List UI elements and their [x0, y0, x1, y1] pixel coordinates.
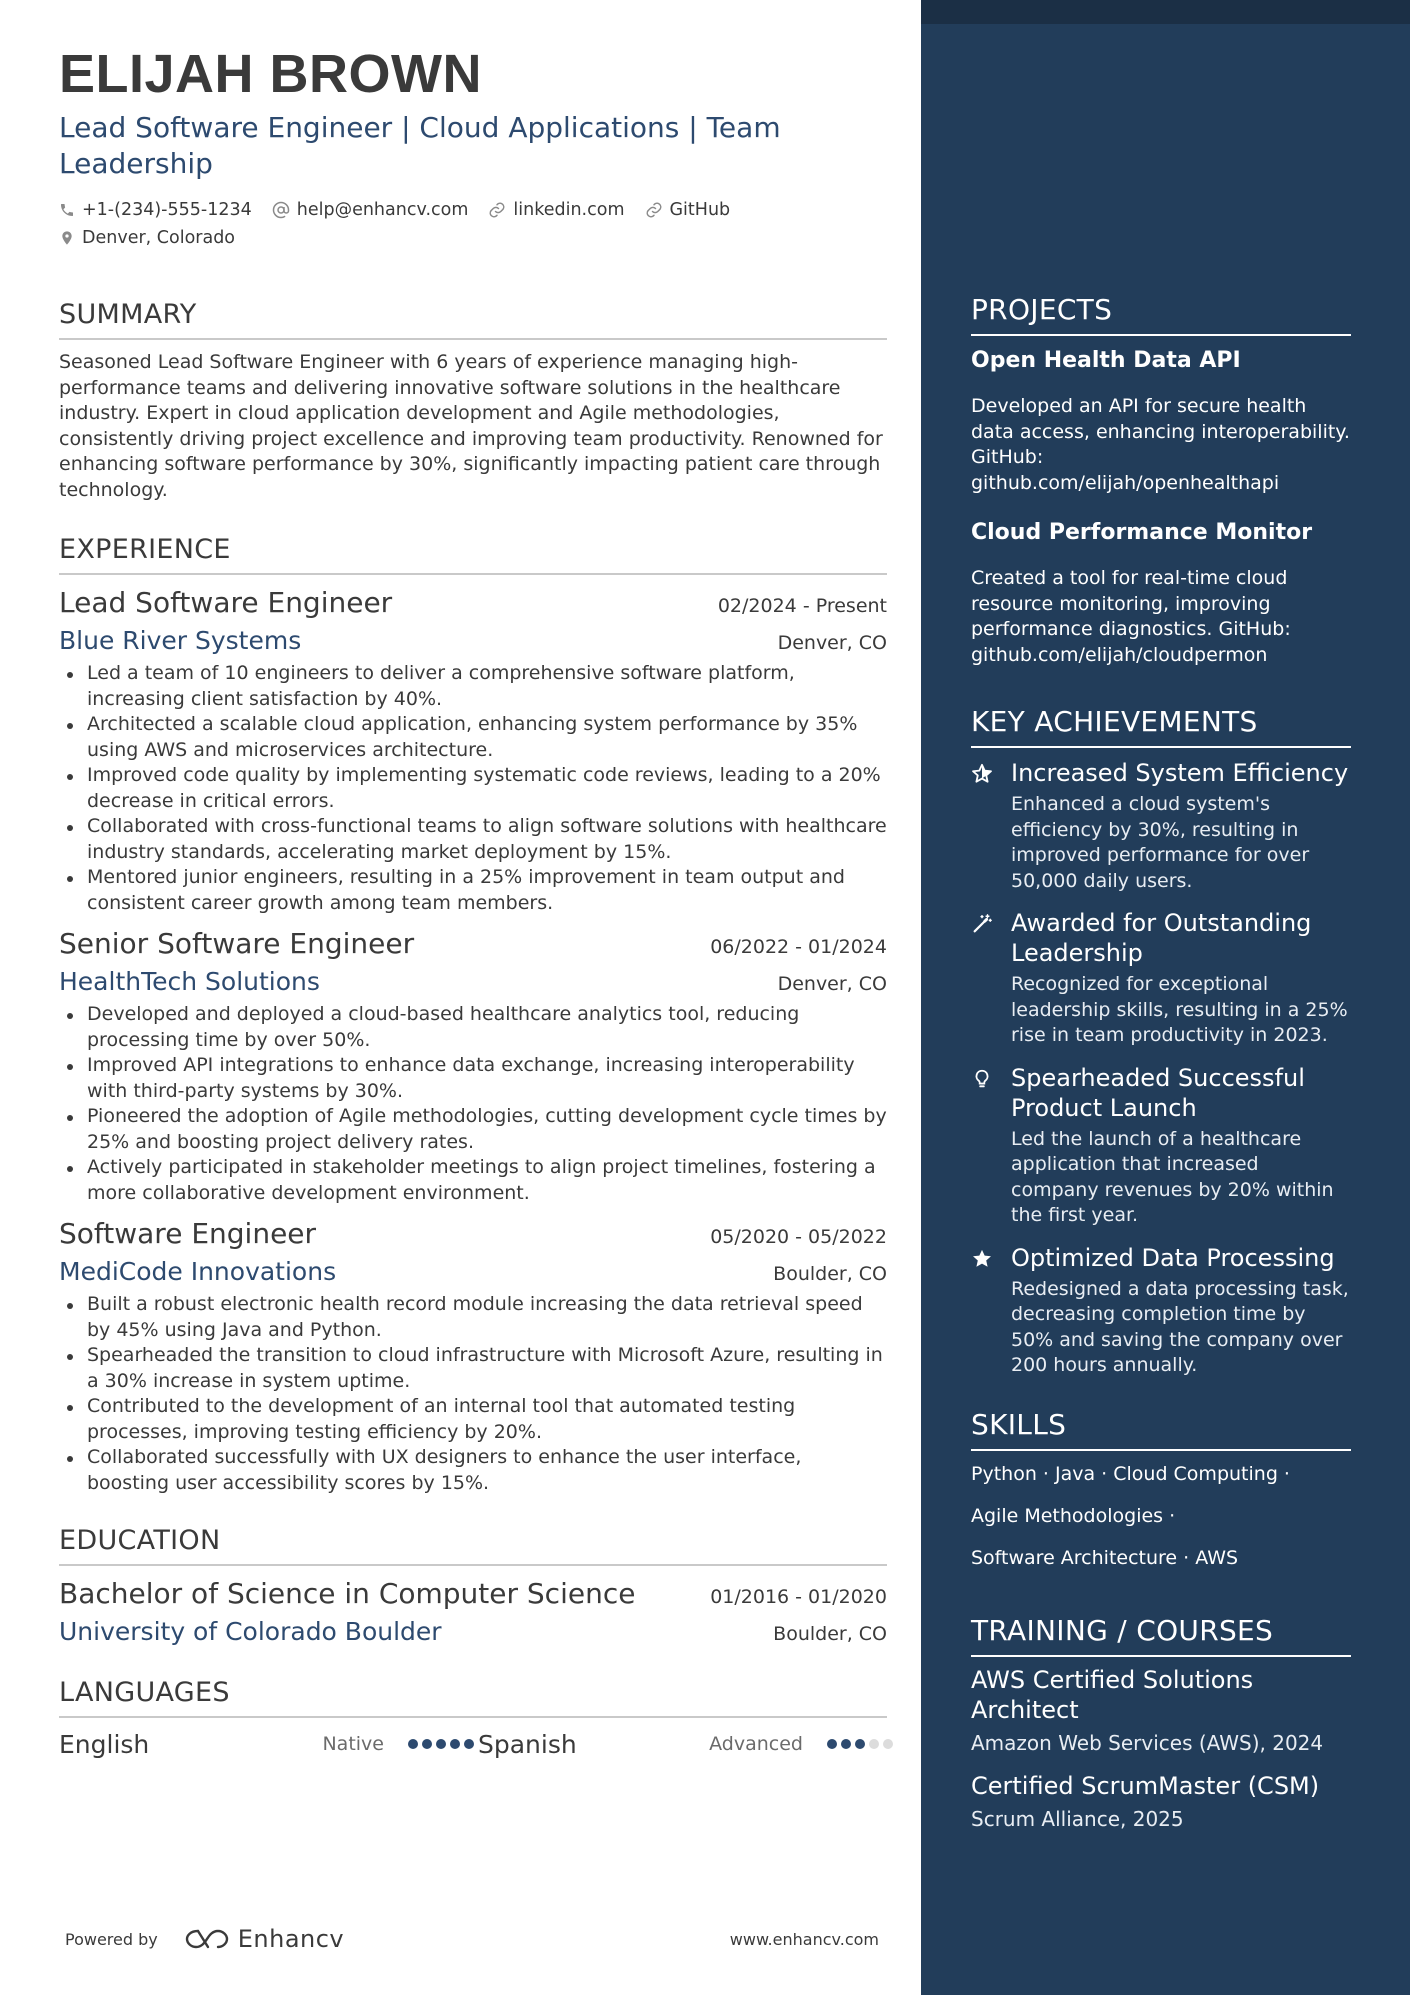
job-bullets: [59, 1002, 887, 1206]
star-outline-icon: [971, 763, 993, 785]
project-item: [971, 346, 1351, 496]
achievement-item: [971, 758, 1351, 894]
rating-dot: [464, 1739, 474, 1749]
skills-section: [971, 1407, 1351, 1579]
job-title: Senior Software Engineer: [59, 927, 415, 960]
bullet-item: Led a team of 10 engineers to deliver a comprehensive software platform, increasing client satisfaction by 40%.: [59, 661, 887, 712]
job-dates: 05/2020 - 05/2022: [710, 1226, 887, 1248]
summary-section: [59, 298, 887, 503]
languages-section: [59, 1676, 887, 1762]
job-entry: [59, 926, 887, 1206]
experience-section: [59, 533, 887, 1496]
contact-location: [59, 228, 235, 248]
lightbulb-icon: [971, 1068, 993, 1090]
main-column: [59, 40, 887, 1762]
project-title: Open Health Data API: [971, 348, 1241, 373]
brand-logo[interactable]: [184, 1925, 344, 1953]
job-company: Blue River Systems: [59, 626, 302, 655]
language-rating: [827, 1739, 897, 1749]
achievement-title: Increased System Efficiency: [1011, 759, 1349, 787]
section-title: SKILLS: [971, 1407, 1351, 1451]
achievement-item: [971, 1243, 1351, 1379]
rating-dot: [422, 1739, 432, 1749]
education-entry: [59, 1576, 887, 1648]
course-title: Certified ScrumMaster (CSM): [971, 1771, 1320, 1800]
degree: Bachelor of Science in Computer Science: [59, 1577, 636, 1610]
section-title: EDUCATION: [59, 1524, 887, 1566]
language-item: [478, 1730, 897, 1759]
sidebar-content: [971, 292, 1351, 1833]
enhancv-logo-icon: [184, 1927, 230, 1951]
course-title: AWS Certified Solutions Architect: [971, 1665, 1254, 1724]
bullet-item: Developed and deployed a cloud-based healthcare analytics tool, reducing processing time by over 50%.: [59, 1002, 887, 1053]
contact-github[interactable]: [645, 200, 731, 220]
section-title: SUMMARY: [59, 298, 887, 340]
candidate-name: ELIJAH BROWN: [59, 44, 482, 104]
bullet-item: Architected a scalable cloud application, enhancing system performance by 35% using AWS and microservices architecture.: [59, 712, 887, 763]
contact-email[interactable]: [272, 200, 469, 220]
course-provider: Amazon Web Services (AWS), 2024: [971, 1730, 1324, 1755]
language-level: Advanced: [709, 1733, 803, 1755]
section-title: LANGUAGES: [59, 1676, 887, 1718]
job-location: Boulder, CO: [773, 1263, 887, 1285]
link-icon: [488, 201, 506, 219]
job-title: Software Engineer: [59, 1217, 317, 1250]
brand-name: Enhancv: [237, 1925, 345, 1953]
github-text: GitHub: [669, 200, 731, 220]
job-company: MediCode Innovations: [59, 1257, 337, 1286]
job-entry: [59, 585, 887, 916]
contact-phone[interactable]: [59, 200, 252, 220]
projects-section: [971, 292, 1351, 668]
course-provider: Scrum Alliance, 2025: [971, 1806, 1184, 1831]
bullet-item: Collaborated with cross-functional teams to align software solutions with healthcare industry standards, accelerating market deployment by 15%.: [59, 814, 887, 865]
bullet-item: Pioneered the adoption of Agile methodologies, cutting development cycle times by 25% and boosting project delivery rates.: [59, 1104, 887, 1155]
bullet-item: Spearheaded the transition to cloud infrastructure with Microsoft Azure, resulting in a 30% increase in system uptime.: [59, 1343, 887, 1394]
phone-icon: [59, 202, 75, 218]
website-link[interactable]: www.enhancv.com: [729, 1929, 879, 1949]
job-company: HealthTech Solutions: [59, 967, 320, 996]
star-filled-icon: [971, 1248, 993, 1270]
job-bullets: [59, 1292, 887, 1496]
sidebar-top-bar: [921, 0, 1410, 24]
achievement-item: [971, 1063, 1351, 1229]
rating-dot: [855, 1739, 865, 1749]
link-icon: [645, 201, 663, 219]
rating-dot: [436, 1739, 446, 1749]
skills-list: [971, 1453, 1351, 1579]
magic-wand-icon: [971, 913, 993, 935]
section-title: EXPERIENCE: [59, 533, 887, 575]
bullet-item: Improved code quality by implementing systematic code reviews, leading to a 20% decrease in critical errors.: [59, 763, 887, 814]
at-icon: [272, 201, 290, 219]
linkedin-text: linkedin.com: [513, 200, 625, 220]
project-description: Developed an API for secure health data access, enhancing interoperability. GitHub: github.com/elijah/openhealthapi: [971, 395, 1350, 494]
candidate-headline: Lead Software Engineer | Cloud Applications | Team Leadership: [59, 111, 781, 180]
powered-by: [65, 1925, 344, 1953]
location-pin-icon: [59, 229, 75, 247]
location-text: Denver, Colorado: [82, 228, 236, 248]
skills-line: Python · Java · Cloud Computing ·: [971, 1462, 1290, 1485]
achievement-title: Optimized Data Processing: [1011, 1243, 1335, 1272]
bullet-item: Mentored junior engineers, resulting in a 25% improvement in team output and consistent career growth among team members.: [59, 865, 887, 916]
project-description: Created a tool for real-time cloud resource monitoring, improving performance diagnostics. GitHub: github.com/elijah/cloudpermon: [971, 567, 1291, 666]
language-name: Spanish: [478, 1729, 577, 1759]
achievement-description: Led the launch of a healthcare application that increased company revenues by 20% within the first year.: [1011, 1127, 1334, 1226]
contact-info: [59, 196, 887, 252]
skills-line: Agile Methodologies ·: [971, 1504, 1176, 1527]
course-item: [971, 1771, 1351, 1833]
achievement-description: Recognized for exceptional leadership skills, resulting in a 25% rise in team productivity in 2023.: [1011, 973, 1348, 1046]
bullet-item: Contributed to the development of an internal tool that automated testing processes, improving testing efficiency by 20%.: [59, 1394, 887, 1445]
email-text: help@enhancv.com: [296, 200, 469, 220]
bullet-item: Improved API integrations to enhance data exchange, increasing interoperability with third-party systems by 30%.: [59, 1053, 887, 1104]
rating-dot: [869, 1739, 879, 1749]
rating-dot: [841, 1739, 851, 1749]
education-location: Boulder, CO: [773, 1623, 887, 1645]
job-dates: 02/2024 - Present: [717, 595, 887, 617]
skills-line: Software Architecture · AWS: [971, 1546, 1239, 1569]
footer: [65, 1925, 879, 1953]
education-dates: 01/2016 - 01/2020: [710, 1586, 887, 1608]
achievement-description: Redesigned a data processing task, decreasing completion time by 50% and saving the company over 200 hours annually.: [1011, 1277, 1349, 1376]
powered-by-label: Powered by: [65, 1929, 158, 1949]
project-item: [971, 518, 1351, 668]
language-level: Native: [322, 1733, 384, 1755]
training-section: [971, 1613, 1351, 1833]
rating-dot: [827, 1739, 837, 1749]
job-dates: 06/2022 - 01/2024: [710, 936, 887, 958]
job-location: Denver, CO: [777, 632, 887, 654]
job-title: Lead Software Engineer: [59, 586, 393, 619]
bullet-item: Actively participated in stakeholder meetings to align project timelines, fostering a more collaborative development environment.: [59, 1155, 887, 1206]
language-name: English: [59, 1729, 150, 1759]
bullet-item: Collaborated successfully with UX designers to enhance the user interface, boosting user accessibility scores by 15%.: [59, 1445, 887, 1496]
school: University of Colorado Boulder: [59, 1617, 442, 1646]
section-title: PROJECTS: [971, 292, 1351, 336]
section-title: TRAINING / COURSES: [971, 1613, 1351, 1657]
language-rating: [408, 1739, 478, 1749]
job-entry: [59, 1216, 887, 1496]
bullet-item: Built a robust electronic health record module increasing the data retrieval speed by 45% using Java and Python.: [59, 1292, 887, 1343]
contact-linkedin[interactable]: [488, 200, 624, 220]
rating-dot: [408, 1739, 418, 1749]
job-location: Denver, CO: [777, 973, 887, 995]
language-item: [59, 1730, 478, 1759]
job-bullets: [59, 661, 887, 916]
education-section: [59, 1524, 887, 1648]
section-title: KEY ACHIEVEMENTS: [971, 704, 1351, 748]
achievement-title: Spearheaded Successful Product Launch: [1011, 1063, 1305, 1122]
achievement-item: [971, 908, 1351, 1049]
course-item: [971, 1665, 1351, 1757]
rating-dot: [450, 1739, 460, 1749]
achievement-title: Awarded for Outstanding Leadership: [1011, 909, 1312, 967]
phone-text: +1-(234)-555-1234: [82, 200, 252, 220]
project-title: Cloud Performance Monitor: [971, 520, 1313, 545]
summary-text: Seasoned Lead Software Engineer with 6 years of experience managing high-performance teams and delivering innovative software solutions in the healthcare industry. Expert in cloud application development and Agile methodologies, consistently driving project excellence and improving team productivity. Renowned for enhancing software performance by 30%, significantly impacting patient care through technology.: [59, 351, 883, 501]
rating-dot: [883, 1739, 893, 1749]
achievements-section: [971, 704, 1351, 1379]
achievement-description: Enhanced a cloud system's efficiency by 30%, resulting in improved performance for over 50,000 daily users.: [1011, 793, 1310, 892]
